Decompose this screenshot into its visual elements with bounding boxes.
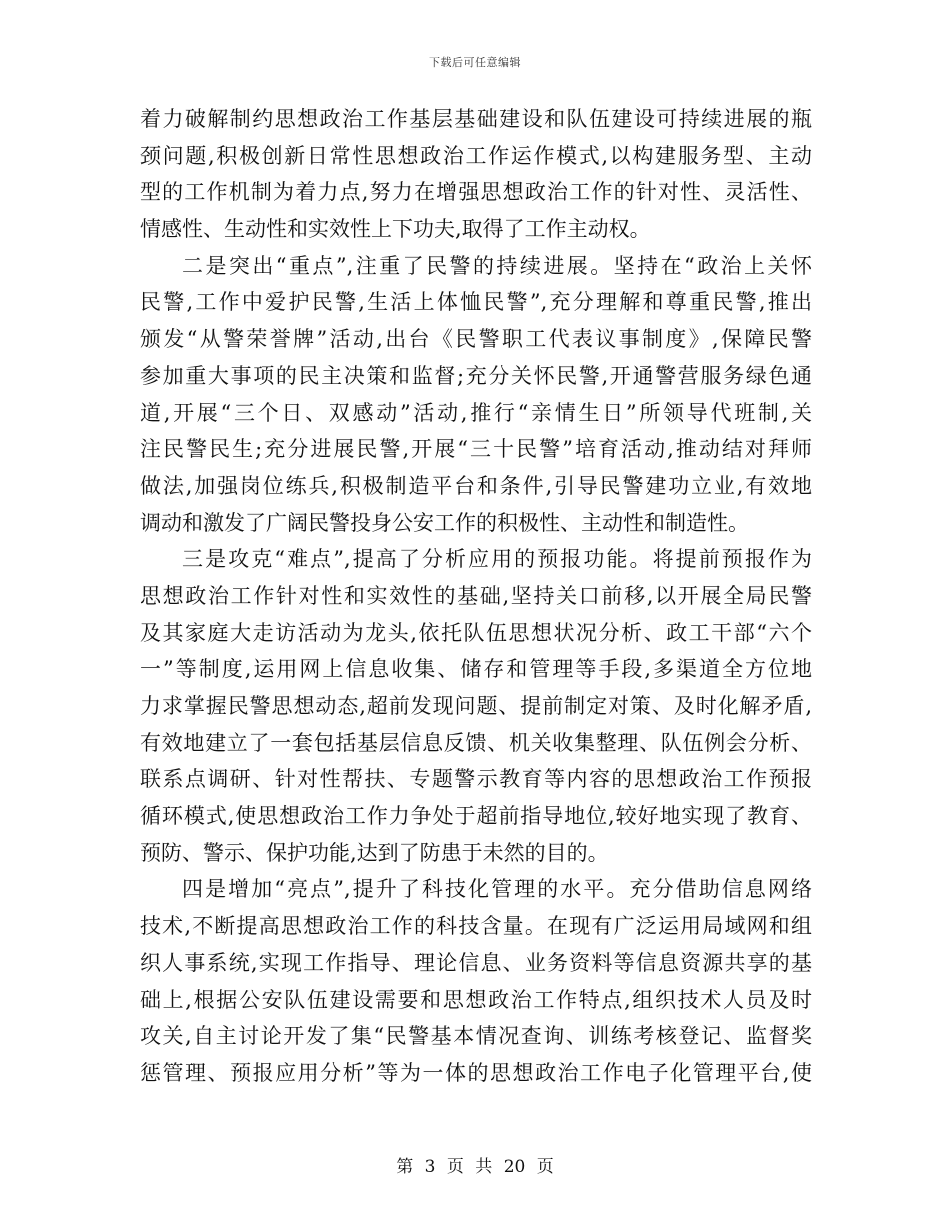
text-line: 循环模式,使思想政治工作力争处于超前指导地位,较好地实现了教育、 xyxy=(140,804,812,829)
text-line: 情感性、生动性和实效性上下功夫,取得了工作主动权。 xyxy=(140,217,651,242)
text-line: 参加重大事项的民主决策和监督;充分关怀民警,开通警营服务绿色通 xyxy=(140,363,812,388)
text-line: 及其家庭大走访活动为龙头,依托队伍思想状况分析、政工干部“六个 xyxy=(140,620,812,645)
page-header: 下载后可任意编辑 xyxy=(429,56,521,69)
text-line: 有效地建立了一套包括基层信息反馈、机关收集整理、队伍例会分析、 xyxy=(140,730,812,755)
text-line: 二是突出“重点”,注重了民警的持续进展。坚持在“政治上关怀 xyxy=(182,253,812,278)
text-line: 调动和激发了广阔民警投身公安工作的积极性、主动性和制造性。 xyxy=(140,510,749,535)
page-footer: 第 3 页 共 20 页 xyxy=(396,1157,554,1177)
text-line: 思想政治工作针对性和实效性的基础,坚持关口前移,以开展全局民警 xyxy=(140,583,812,608)
text-line: 技术,不断提高思想政治工作的科技含量。在现有广泛运用局域网和组 xyxy=(140,914,812,939)
text-line: 攻关,自主讨论开发了集“民警基本情况查询、训练考核登记、监督奖 xyxy=(140,1024,812,1049)
text-line: 注民警民生;充分进展民警,开展“三十民警”培育活动,推动结对拜师 xyxy=(140,437,812,462)
document-body xyxy=(140,101,812,1092)
text-line: 三是攻克“难点”,提高了分析应用的预报功能。将提前预报作为 xyxy=(182,547,812,572)
text-line: 四是增加“亮点”,提升了科技化管理的水平。充分借助信息网络 xyxy=(182,877,812,902)
text-line: 惩管理、预报应用分析”等为一体的思想政治工作电子化管理平台,使 xyxy=(140,1060,812,1085)
text-line: 础上,根据公安队伍建设需要和思想政治工作特点,组织技术人员及时 xyxy=(140,987,812,1012)
text-line: 联系点调研、针对性帮扶、专题警示教育等内容的思想政治工作预报 xyxy=(140,767,812,792)
text-line: 型的工作机制为着力点,努力在增强思想政治工作的针对性、灵活性、 xyxy=(140,180,812,205)
text-line: 颁发“从警荣誉牌”活动,出台《民警职工代表议事制度》,保障民警 xyxy=(140,327,812,352)
text-line: 着力破解制约思想政治工作基层基础建设和队伍建设可持续进展的瓶 xyxy=(140,107,812,131)
text-line: 一”等制度,运用网上信息收集、储存和管理等手段,多渠道全方位地 xyxy=(140,657,812,682)
text-line: 民警,工作中爱护民警,生活上体恤民警”,充分理解和尊重民警,推出 xyxy=(140,290,812,315)
text-line: 颈问题,积极创新日常性思想政治工作运作模式,以构建服务型、主动 xyxy=(140,143,812,168)
text-line: 织人事系统,实现工作指导、理论信息、业务资料等信息资源共享的基 xyxy=(140,950,812,975)
text-line: 道,开展“三个日、双感动”活动,推行“亲情生日”所领导代班制,关 xyxy=(140,400,812,425)
text-line: 做法,加强岗位练兵,积极制造平台和条件,引导民警建功立业,有效地 xyxy=(140,473,812,498)
text-line: 力求掌握民警思想动态,超前发现问题、提前制定对策、及时化解矛盾, xyxy=(140,694,812,718)
text-line: 预防、警示、保护功能,达到了防患于未然的目的。 xyxy=(140,840,609,865)
